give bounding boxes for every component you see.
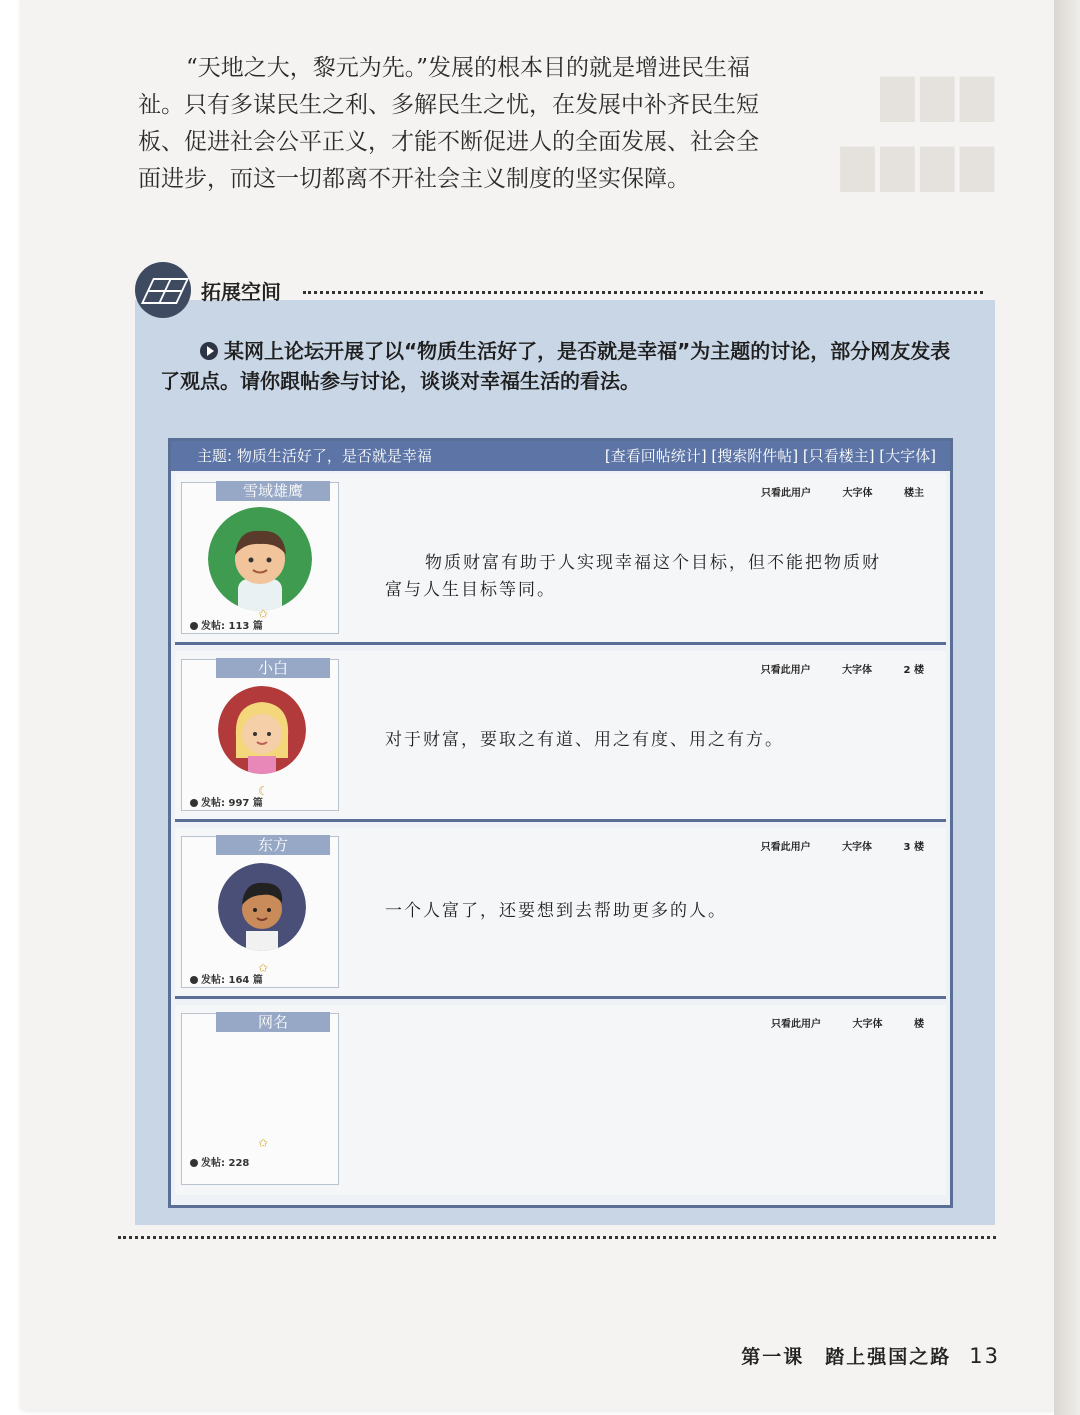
bleed-through-text: ▇▇▇ ▇▇▇▇ <box>840 71 1000 192</box>
post-tools <box>733 838 924 853</box>
user-panel <box>181 659 339 811</box>
post-tools <box>733 484 924 499</box>
post-content: 对于财富，要取之有道、用之有度、用之有方。 <box>385 730 784 750</box>
forum-topic: 主题: 物质生活好了，是否就是幸福 <box>197 447 432 465</box>
page-number: 13 <box>969 1344 1000 1368</box>
forum-post <box>175 1005 946 1195</box>
username[interactable]: 小白 <box>216 658 330 678</box>
forum-post <box>175 651 946 822</box>
floor-label: 3 楼 <box>903 842 924 853</box>
forum-actions[interactable]: [查看回帖统计] [搜索附件帖] [只看楼主] [大字体] <box>604 447 936 465</box>
grid-icon <box>135 262 191 318</box>
post-content: 一个人富了，还要想到去帮助更多的人。 <box>385 901 727 921</box>
user-panel <box>181 1013 339 1185</box>
star-icon: ✩ <box>258 607 269 621</box>
only-user-link[interactable]: 只看此用户 <box>760 842 811 853</box>
forum-post <box>175 828 946 999</box>
user-panel <box>181 482 339 634</box>
forum-thread <box>168 438 953 1208</box>
user-panel <box>181 836 339 988</box>
forum-post <box>175 474 946 645</box>
extension-prompt: 某网上论坛开展了以“物质生活好了，是否就是幸福”为主题的讨论，部分网友发表了观点。请你跟帖参与讨论，谈谈对幸福生活的看法。 <box>160 339 951 393</box>
large-font-link[interactable]: 大字体 <box>842 488 873 499</box>
avatar <box>218 863 306 951</box>
avatar <box>208 507 312 611</box>
post-count: 发帖: 113 篇 <box>190 617 263 632</box>
large-font-link[interactable]: 大字体 <box>852 1019 883 1030</box>
post-tools <box>733 661 924 676</box>
post-content: 物质财富有助于人实现幸福这个目标，但不能把物质财富与人生目标等同。 <box>385 553 881 600</box>
dotted-divider <box>118 1236 996 1239</box>
page-edge <box>1054 0 1080 1415</box>
page-footer <box>741 1342 1000 1369</box>
only-user-link[interactable]: 只看此用户 <box>761 488 812 499</box>
username[interactable]: 东方 <box>216 835 330 855</box>
large-font-link[interactable]: 大字体 <box>842 665 873 676</box>
large-font-link[interactable]: 大字体 <box>842 842 873 853</box>
star-icon: ✩ <box>258 1136 269 1150</box>
extension-title: 拓展空间 <box>201 280 281 304</box>
username[interactable]: 雪域雄鹰 <box>216 481 330 501</box>
moon-icon: ☾ <box>258 784 269 798</box>
floor-label: 楼主 <box>904 488 924 499</box>
play-icon <box>200 342 218 360</box>
post-count: 发帖: 228 <box>190 1154 249 1169</box>
dotted-divider <box>303 291 983 294</box>
post-count: 发帖: 997 篇 <box>190 794 263 809</box>
intro-paragraph: “天地之大，黎元为先。”发展的根本目的就是增进民生福祉。只有多谋民生之利、多解民生之忧，在发展中补齐民生短板、促进社会公平正义，才能不断促进人的全面发展、社会全面进步，而这一切都离不开社会主义制度的坚实保障。 <box>138 55 759 192</box>
avatar <box>218 686 306 774</box>
floor-label: 2 楼 <box>903 665 924 676</box>
post-count: 发帖: 164 篇 <box>190 971 263 986</box>
chapter-title: 第一课 踏上强国之路 <box>741 1346 952 1368</box>
floor-label: 楼 <box>914 1019 924 1030</box>
extension-header <box>135 262 995 318</box>
post-tools <box>743 1015 924 1030</box>
username[interactable]: 网名 <box>216 1012 330 1032</box>
only-user-link[interactable]: 只看此用户 <box>760 665 811 676</box>
star-icon: ✩ <box>258 961 269 975</box>
only-user-link[interactable]: 只看此用户 <box>771 1019 822 1030</box>
forum-header <box>171 441 950 471</box>
